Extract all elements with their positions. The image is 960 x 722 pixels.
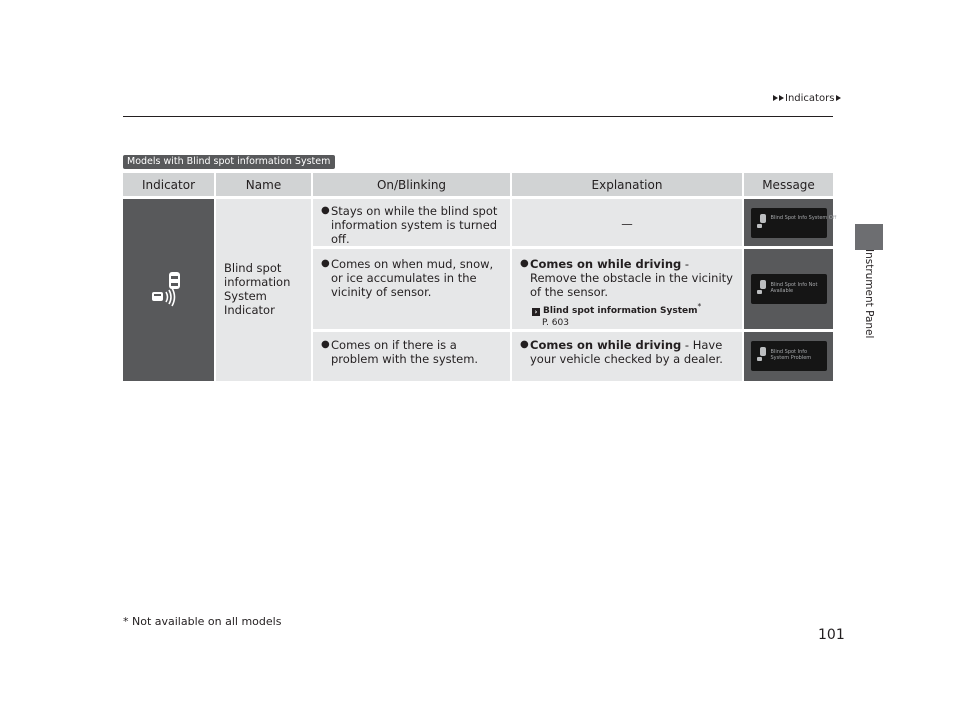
explanation-cell: — [511, 198, 743, 248]
breadcrumb [773, 93, 842, 104]
bullet-icon: ● [520, 258, 529, 269]
footnote: * Not available on all models [123, 615, 282, 628]
side-tab-marker [855, 224, 883, 250]
bullet-icon: ● [321, 339, 330, 350]
car-icon [757, 347, 767, 361]
triangle-icon [773, 95, 778, 101]
triangle-icon [836, 95, 841, 101]
explanation-cell: ● Comes on while driving - Remove the obstacle in the vicinity of the sensor. › Blind spot information System* P. 603 [511, 248, 743, 331]
message-screen: Blind Spot Info System Problem [751, 341, 827, 371]
table-row [123, 198, 833, 248]
indicator-cell [123, 198, 215, 381]
column-header: Message [743, 173, 833, 198]
column-header: Indicator [123, 173, 215, 198]
message-cell [743, 198, 837, 248]
column-header: On/Blinking [312, 173, 511, 198]
car-icon [757, 280, 767, 294]
car-icon [757, 214, 767, 228]
on-blinking-cell: ● Stays on while the blind spot information system is turned off. [312, 198, 511, 248]
column-header: Name [215, 173, 312, 198]
message-screen: Blind Spot Info Not Available [751, 274, 827, 304]
message-screen: Blind Spot Info System Off [751, 208, 827, 238]
indicator-name: Blind spot information System Indicator [215, 198, 312, 381]
table-header-row [123, 173, 833, 198]
message-cell [743, 331, 833, 381]
bullet-icon: ● [520, 339, 529, 350]
breadcrumb-section: Indicators [785, 93, 835, 104]
page-number: 101 [818, 627, 845, 643]
cross-reference[interactable]: › Blind spot information System* P. 603 [532, 301, 736, 329]
indicator-table [123, 173, 837, 381]
message-cell [743, 248, 833, 331]
on-blinking-cell: ● Comes on when mud, snow, or ice accumulates in the vicinity of sensor. [312, 248, 511, 331]
column-header: Explanation [511, 173, 743, 198]
explanation-cell: ● Comes on while driving - Have your vehicle checked by a dealer. [511, 331, 743, 381]
blind-spot-icon [149, 268, 189, 308]
bullet-icon: ● [321, 258, 330, 269]
on-blinking-cell: ● Comes on if there is a problem with the system. [312, 331, 511, 381]
reference-arrow-icon: › [532, 308, 540, 316]
header-rule [123, 116, 833, 117]
model-badge: Models with Blind spot information System [123, 155, 335, 169]
triangle-icon [779, 95, 784, 101]
bullet-icon: ● [321, 205, 330, 216]
side-tab-label: Instrument Panel [863, 249, 875, 339]
